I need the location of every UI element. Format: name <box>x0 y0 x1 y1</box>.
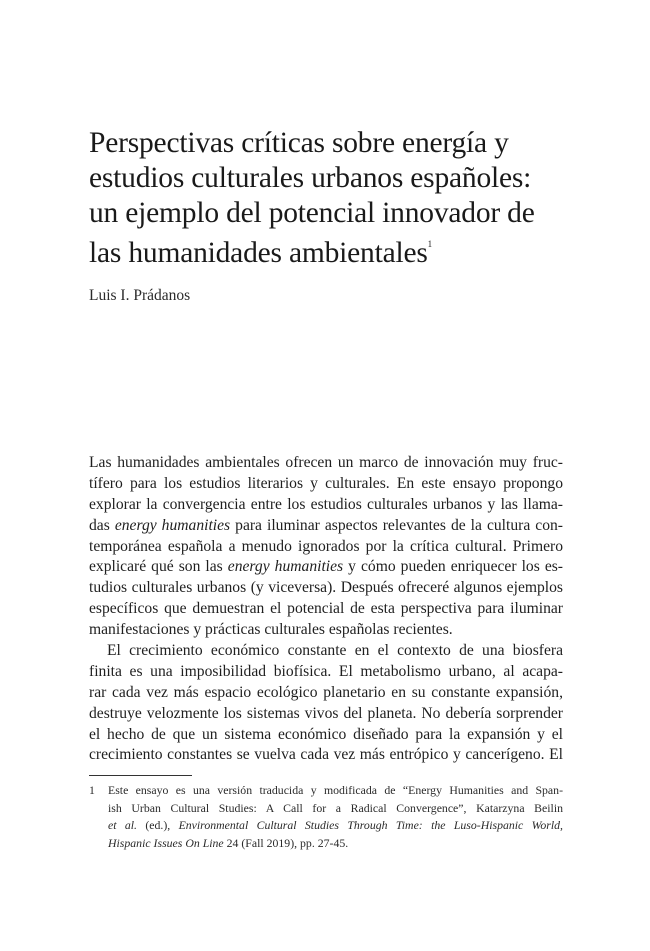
italic-text: Environmental Cultural Studies Through Time: the Luso-Hispanic World, <box>178 818 563 832</box>
paragraph-1-line: específicos que demuestran el potencial de esta perspectiva para iluminar <box>89 600 563 618</box>
paragraph-2-line: finita es una imposibilidad biofísica. El metabolismo urbano, al acapa- <box>89 662 563 680</box>
paragraph-1-line: Las humanidades ambientales ofrecen un marco de innovación muy fruc- <box>89 454 563 471</box>
paragraph-1-line <box>89 516 563 537</box>
paragraph-2-line: El crecimiento económico constante en el contexto de una biosfera <box>107 642 563 660</box>
footnote <box>89 782 563 852</box>
italic-text: et al. <box>108 818 137 832</box>
paragraph-1-line: tudios culturales urbanos (y viceversa). Después ofreceré algunos ejemplos <box>89 579 563 597</box>
footnote-divider <box>89 775 192 776</box>
text-run: das <box>89 516 115 534</box>
italic-text: Hispanic Issues On Line <box>108 835 224 850</box>
paragraph-1-line: temporánea española a menudo ignorados por la crítica cultural. Primero <box>89 537 563 555</box>
chapter-title <box>89 126 589 271</box>
footnote-line: Este ensayo es una versión traducida y modificada de “Energy Humanities and Span- <box>108 783 563 797</box>
text-run: (ed.), <box>136 818 179 832</box>
italic-term: energy humanities <box>227 558 344 576</box>
title-footnote-marker[interactable]: 1 <box>427 239 432 249</box>
footnote-number: 1 <box>89 783 95 797</box>
paragraph-1-line <box>89 557 563 578</box>
paragraph-2-line: crecimiento constantes se vuelva cada vez más entrópico y cancerígeno. El <box>89 746 563 764</box>
body-text <box>89 453 563 766</box>
author-name: Luis I. Prádanos <box>89 287 191 304</box>
paragraph-2-line: el hecho de que un sistema económico diseñado para la expansión y el <box>89 725 563 743</box>
footnote-line: ish Urban Cultural Studies: A Call for a Radical Convergence”, Katarzyna Beilin <box>108 800 563 815</box>
title-line <box>89 231 589 271</box>
italic-term: energy humanities <box>114 516 231 534</box>
paragraph-2-line: destruye velozmente los sistemas vivos del planeta. No debería sorprender <box>89 704 563 722</box>
title-line: estudios culturales urbanos españoles: <box>89 162 532 194</box>
paragraph-1-line: tífero para los estudios literarios y culturales. En este ensayo propongo <box>89 474 563 492</box>
text-run: 24 (Fall 2019), pp. 27-45. <box>223 835 349 850</box>
title-line: Perspectivas críticas sobre energía y <box>89 127 509 159</box>
footnote-line <box>108 817 563 835</box>
footnote-body <box>108 782 563 852</box>
text-run: y cómo pueden enriquecer los es- <box>343 558 563 576</box>
title-line-text: las humanidades ambientales <box>89 236 428 269</box>
paragraph-2-line: rar cada vez más espacio ecológico planetario en su constante expansión, <box>89 683 563 701</box>
paragraph-1-line: explorar la convergencia entre los estudios culturales urbanos y las llama- <box>89 495 563 513</box>
title-line: un ejemplo del potencial innovador de <box>89 197 535 229</box>
text-run: explicaré qué son las <box>89 558 228 576</box>
footnote-line <box>108 835 563 853</box>
text-run: para iluminar aspectos relevantes de la cultura con- <box>230 516 563 534</box>
paragraph-1-line: manifestaciones y prácticas culturales españolas recientes. <box>89 621 453 639</box>
